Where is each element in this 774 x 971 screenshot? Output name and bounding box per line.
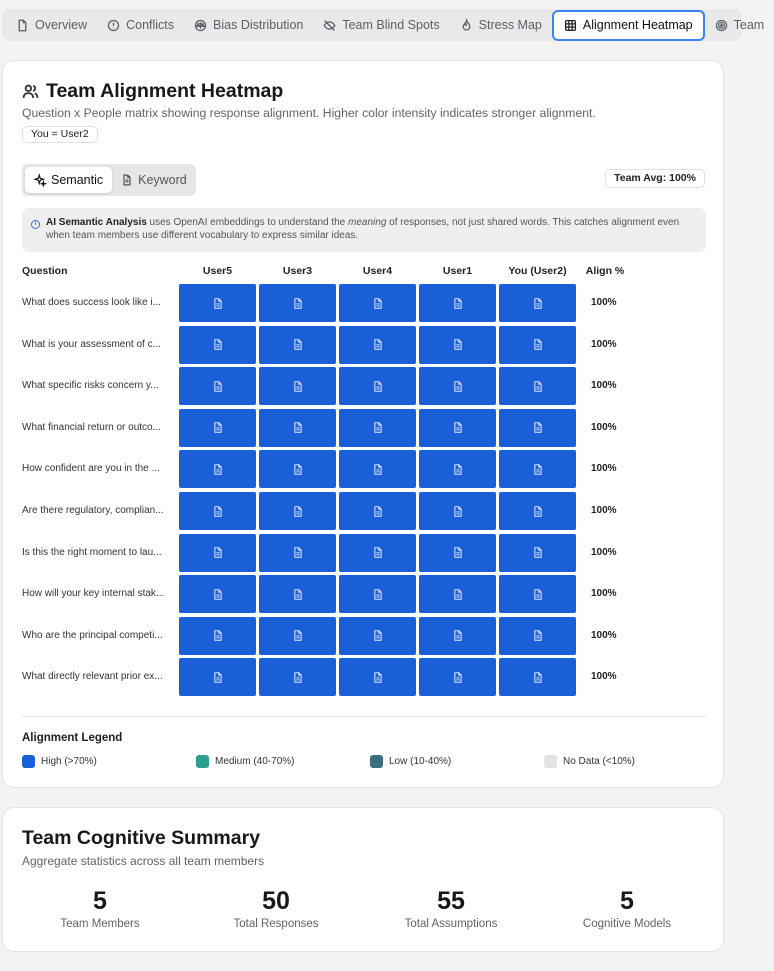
document-icon — [453, 464, 463, 475]
heatmap-title: Team Alignment Heatmap — [46, 80, 284, 102]
heatmap-cell[interactable] — [179, 450, 256, 488]
align-percent: 100% — [591, 463, 617, 475]
heatmap-cell[interactable] — [339, 492, 416, 530]
analysis-mode-toggle — [22, 164, 196, 196]
legend-item — [370, 755, 451, 768]
question-label: What does success look like i... — [22, 297, 161, 308]
sparkles-icon — [34, 174, 46, 186]
align-percent: 100% — [591, 338, 617, 350]
document-icon — [213, 298, 223, 309]
heatmap-cell[interactable] — [179, 284, 256, 322]
document-icon — [453, 506, 463, 517]
stat-block — [547, 886, 707, 930]
stat-label: Total Responses — [233, 918, 319, 930]
stat-value: 55 — [437, 887, 465, 915]
document-icon — [213, 589, 223, 600]
align-percent: 100% — [591, 629, 617, 641]
heatmap-cell[interactable] — [339, 409, 416, 447]
scale-icon — [194, 19, 207, 32]
heatmap-cell[interactable] — [259, 575, 336, 613]
legend-label: No Data (<10%) — [563, 756, 635, 767]
heatmap-cell[interactable] — [259, 450, 336, 488]
document-icon — [453, 630, 463, 641]
document-icon — [213, 672, 223, 683]
document-icon — [373, 298, 383, 309]
align-percent: 100% — [591, 671, 617, 683]
legend-swatch — [196, 755, 209, 768]
heatmap-cell[interactable] — [339, 450, 416, 488]
stat-value: 5 — [93, 887, 107, 915]
legend-item — [22, 755, 97, 768]
document-icon — [533, 298, 543, 309]
heatmap-cell[interactable] — [419, 326, 496, 364]
document-icon — [533, 422, 543, 433]
document-icon — [533, 630, 543, 641]
document-icon — [373, 422, 383, 433]
heatmap-cell[interactable] — [339, 617, 416, 655]
legend-label: Low (10-40%) — [389, 756, 452, 767]
heatmap-cell[interactable] — [499, 658, 576, 696]
document-icon — [293, 630, 303, 641]
tab-bias-distribution[interactable] — [184, 11, 313, 39]
legend-item — [196, 755, 294, 768]
heatmap-cell[interactable] — [179, 658, 256, 696]
heatmap-cell[interactable] — [259, 367, 336, 405]
heatmap-cell[interactable] — [419, 658, 496, 696]
heatmap-cell[interactable] — [419, 367, 496, 405]
heatmap-cell[interactable] — [419, 534, 496, 572]
document-icon — [533, 464, 543, 475]
document-icon — [213, 630, 223, 641]
info-icon: i — [31, 220, 40, 229]
semantic-mode-label: Semantic — [51, 173, 104, 187]
alert-circle-icon — [107, 19, 120, 32]
heatmap-cell[interactable] — [259, 617, 336, 655]
stat-label: Cognitive Models — [582, 918, 672, 930]
stat-block — [196, 886, 356, 930]
document-icon — [533, 339, 543, 350]
heatmap-cell[interactable] — [419, 284, 496, 322]
question-label: Are there regulatory, complian... — [22, 505, 164, 516]
legend-label: Medium (40-70%) — [215, 756, 295, 767]
summary-subtitle: Aggregate statistics across all team members — [22, 854, 265, 868]
heatmap-cell[interactable] — [419, 409, 496, 447]
document-icon — [453, 547, 463, 558]
document-icon — [213, 381, 223, 392]
document-icon — [293, 339, 303, 350]
heatmap-cell[interactable] — [499, 284, 576, 322]
document-icon — [533, 672, 543, 683]
heatmap-cell[interactable] — [419, 617, 496, 655]
tab-conflicts[interactable] — [97, 11, 184, 39]
document-icon — [453, 298, 463, 309]
heatmap-cell[interactable] — [499, 450, 576, 488]
alignment-heatmap-card — [2, 60, 724, 788]
heatmap-cell[interactable] — [179, 492, 256, 530]
document-icon — [213, 506, 223, 517]
question-label: Who are the principal competi... — [22, 629, 163, 641]
heatmap-cell[interactable] — [339, 284, 416, 322]
stat-value: 50 — [262, 887, 290, 915]
document-icon — [373, 672, 383, 683]
tab-label: Stress Map — [478, 18, 542, 32]
heatmap-subtitle: Question x People matrix showing response alignment. Higher color intensity indicates stronger alignment. — [22, 106, 596, 120]
question-label: What is your assessment of c... — [22, 338, 161, 350]
heatmap-cell[interactable] — [259, 658, 336, 696]
flame-icon — [460, 19, 473, 32]
heatmap-cell[interactable] — [499, 534, 576, 572]
legend-swatch — [544, 755, 557, 768]
you-badge: You = User2 — [22, 126, 98, 143]
tab-label: Team — [733, 18, 765, 32]
column-header-4: You (User2) — [508, 265, 567, 277]
align-percent: 100% — [591, 546, 617, 558]
heatmap-cell[interactable] — [499, 409, 576, 447]
heatmap-cell[interactable] — [259, 409, 336, 447]
document-icon — [293, 547, 303, 558]
heatmap-cell[interactable] — [339, 367, 416, 405]
align-percent: 100% — [591, 505, 617, 516]
document-icon — [293, 506, 303, 517]
heatmap-cell[interactable] — [179, 326, 256, 364]
document-icon — [213, 422, 223, 433]
heatmap-cell[interactable] — [499, 326, 576, 364]
heatmap-cell[interactable] — [179, 409, 256, 447]
team-cognitive-summary-card — [2, 807, 724, 952]
document-icon — [213, 547, 223, 558]
target-icon — [715, 19, 728, 32]
align-percent: 100% — [591, 297, 617, 308]
align-percent: 100% — [591, 380, 617, 392]
document-icon — [373, 547, 383, 558]
document-icon — [293, 381, 303, 392]
document-icon — [293, 672, 303, 683]
divider — [22, 716, 706, 717]
question-label: What specific risks concern y... — [22, 380, 159, 392]
grid-icon — [564, 19, 577, 32]
question-label: What financial return or outco... — [22, 421, 161, 433]
document-icon — [533, 547, 543, 558]
tab-alignment-heatmap[interactable] — [552, 10, 705, 41]
heatmap-title-row — [22, 80, 283, 103]
tab-stress-map[interactable] — [450, 11, 552, 39]
heatmap-cell[interactable] — [419, 575, 496, 613]
question-label: How will your key internal stak... — [22, 588, 165, 600]
file-text-icon — [121, 174, 133, 186]
keyword-mode-button[interactable] — [112, 167, 196, 193]
tab-bar — [2, 9, 765, 41]
tab-label: Overview — [35, 18, 88, 32]
document-icon — [293, 298, 303, 309]
tab-overview[interactable] — [6, 11, 97, 39]
heatmap-cell[interactable] — [179, 575, 256, 613]
info-text-post: of responses, not just shared words. This catches alignment even when team members use different vocabulary to express similar ideas. — [46, 217, 680, 241]
heatmap-cell[interactable] — [179, 367, 256, 405]
stat-label: Team Members — [60, 918, 140, 930]
heatmap-cell[interactable] — [499, 617, 576, 655]
legend-title: Alignment Legend — [22, 732, 123, 744]
document-icon — [213, 339, 223, 350]
document-icon — [453, 422, 463, 433]
semantic-analysis-info — [22, 208, 706, 252]
document-icon — [293, 422, 303, 433]
file-icon — [16, 19, 29, 32]
tab-label: Alignment Heatmap — [582, 18, 693, 32]
heatmap-cell[interactable] — [259, 492, 336, 530]
info-text-em: meaning — [348, 217, 387, 228]
info-bold: AI Semantic Analysis — [46, 217, 147, 228]
document-icon — [293, 589, 303, 600]
document-icon — [373, 339, 383, 350]
tab-team[interactable] — [705, 11, 774, 39]
heatmap-cell[interactable] — [499, 492, 576, 530]
summary-title: Team Cognitive Summary — [22, 827, 261, 849]
document-icon — [533, 589, 543, 600]
tab-label: Conflicts — [126, 18, 175, 32]
document-icon — [373, 589, 383, 600]
document-icon — [453, 589, 463, 600]
document-icon — [533, 381, 543, 392]
question-label: Is this the right moment to lau... — [22, 546, 162, 558]
heatmap-cell[interactable] — [179, 534, 256, 572]
heatmap-cell[interactable] — [179, 617, 256, 655]
stat-block — [20, 886, 180, 930]
document-icon — [453, 381, 463, 392]
tab-label: Bias Distribution — [213, 18, 304, 32]
document-icon — [453, 339, 463, 350]
heatmap-cell[interactable] — [499, 367, 576, 405]
column-header-3: User1 — [442, 265, 473, 277]
tab-label: Team Blind Spots — [342, 18, 440, 32]
heatmap-cell[interactable] — [499, 575, 576, 613]
question-column-header: Question — [22, 265, 68, 277]
keyword-mode-label: Keyword — [138, 173, 187, 187]
document-icon — [213, 464, 223, 475]
column-header-1: User3 — [282, 265, 313, 277]
info-text-pre: uses OpenAI embeddings to understand the — [146, 217, 349, 228]
legend-item — [544, 755, 635, 768]
document-icon — [373, 381, 383, 392]
heatmap-cell[interactable] — [339, 534, 416, 572]
legend-label: High (>70%) — [41, 756, 97, 767]
column-header-0: User5 — [202, 265, 233, 277]
heatmap-cell[interactable] — [419, 492, 496, 530]
document-icon — [533, 506, 543, 517]
heatmap-cell[interactable] — [259, 284, 336, 322]
heatmap-cell[interactable] — [339, 326, 416, 364]
align-percent: 100% — [591, 588, 617, 600]
semantic-mode-button[interactable] — [25, 167, 112, 193]
heatmap-cell[interactable] — [259, 534, 336, 572]
heatmap-cell[interactable] — [259, 326, 336, 364]
document-icon — [293, 464, 303, 475]
question-label: What directly relevant prior ex... — [22, 671, 163, 683]
column-header-2: User4 — [362, 265, 393, 277]
team-average-badge: Team Avg: 100% — [605, 169, 705, 188]
legend-swatch — [370, 755, 383, 768]
tab-team-blind-spots[interactable] — [313, 11, 449, 39]
document-icon — [373, 506, 383, 517]
users-icon — [22, 83, 39, 100]
heatmap-cell[interactable] — [339, 575, 416, 613]
legend-swatch — [22, 755, 35, 768]
heatmap-cell[interactable] — [339, 658, 416, 696]
align-column-header: Align % — [585, 265, 625, 277]
eye-off-icon — [323, 19, 336, 32]
stat-label: Total Assumptions — [404, 918, 498, 930]
align-percent: 100% — [591, 421, 617, 433]
document-icon — [373, 630, 383, 641]
document-icon — [373, 464, 383, 475]
question-label: How confident are you in the ... — [22, 463, 160, 475]
stat-block — [371, 886, 531, 930]
document-icon — [453, 672, 463, 683]
heatmap-cell[interactable] — [419, 450, 496, 488]
stat-value: 5 — [620, 887, 634, 915]
